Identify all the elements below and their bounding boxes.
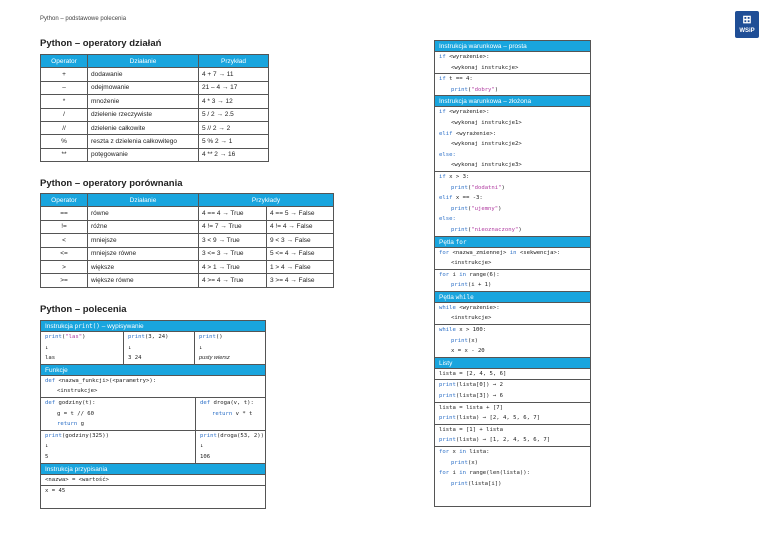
code-fn: print [451, 480, 468, 487]
code: x [449, 449, 460, 455]
code-str: "nieoznaczony" [471, 226, 519, 233]
table-row [41, 81, 269, 94]
code: range [465, 271, 487, 278]
code-fn: print [199, 334, 216, 340]
table-cell: == [41, 207, 88, 220]
col-header: Działanie [88, 194, 199, 207]
func-calls [41, 431, 265, 464]
ifelse-syntax [435, 107, 590, 172]
func-examples [41, 398, 265, 431]
code: <nazwa_zmiennej> [449, 249, 510, 256]
table-row [41, 207, 334, 220]
while-syntax [435, 303, 590, 325]
code-fn: print [451, 205, 468, 212]
code: t == 4: [445, 76, 473, 83]
table-cell: 5 % 2 → 1 [199, 135, 269, 148]
table-row [41, 247, 334, 260]
code: godziny(t): [55, 399, 96, 406]
col-header: Działanie [88, 55, 199, 68]
arrow-down-icon: ↓ [45, 344, 49, 351]
code-fn: print [451, 226, 468, 233]
func-call [196, 431, 265, 463]
book-icon: ⊞ [742, 14, 752, 26]
table-row [41, 68, 269, 81]
assign-header: Instrukcja przypisania [41, 464, 265, 475]
table-cell: != [41, 220, 88, 233]
code-kw: else: [439, 216, 456, 223]
code: (lista) → [2, 4, 5, 6, 7] [455, 415, 541, 422]
code-fn: print [439, 437, 456, 444]
code: x == -3: [452, 195, 483, 202]
code-str: "las" [65, 334, 83, 340]
code-kw: if [439, 109, 446, 116]
code-fn: print [451, 86, 468, 93]
functions-header: Funkcje [41, 365, 265, 376]
table-cell: 5 // 2 → 2 [199, 121, 269, 134]
code: <wyrażenie>: [455, 304, 500, 311]
code-fn: print [451, 459, 468, 466]
code-kw: in [459, 449, 466, 455]
table-row [41, 135, 269, 148]
code: <wykonaj instrukcje> [451, 64, 519, 71]
print-example [195, 332, 265, 364]
code: g [77, 421, 84, 428]
assign-syntax [41, 475, 265, 487]
col-header: Przykłady [199, 194, 334, 207]
code: lista = [1] + lista [439, 426, 503, 433]
code-fn: print [200, 432, 217, 439]
table-cell: 9 < 3 → False [267, 234, 334, 247]
col-header: Operator [41, 55, 88, 68]
table-cell: mniejsze [88, 234, 199, 247]
table-cell: potęgowanie [88, 148, 199, 161]
code-kw: while [439, 327, 456, 334]
table-cell: / [41, 108, 88, 121]
print-example [124, 332, 195, 364]
table-cell: // [41, 121, 88, 134]
func-call [41, 431, 196, 463]
code: (lista[0]) → 2 [455, 382, 503, 389]
table-cell: 3 <= 3 → True [199, 247, 267, 260]
commands-box [40, 320, 266, 509]
code-kw: if [439, 76, 446, 83]
col-header: Operator [41, 194, 88, 207]
table-cell: reszta z dzielenia całkowitego [88, 135, 199, 148]
arrow-down-icon: ↓ [199, 344, 203, 351]
table-cell: dodawanie [88, 68, 199, 81]
code: droga(v, t): [210, 399, 254, 406]
table-cell: różne [88, 220, 199, 233]
document-header: Python – podstawowe polecenia [40, 16, 127, 22]
while-example [435, 325, 590, 358]
while-header [435, 292, 590, 303]
code-kw: elif [439, 130, 453, 137]
code: <wykonaj instrukcje3> [451, 162, 522, 169]
code: ( [144, 334, 149, 340]
header-code: for [455, 238, 467, 246]
code-kw: return [212, 410, 233, 417]
code-kw: for [439, 470, 450, 477]
code: ( [61, 334, 66, 340]
code-kw: for [439, 249, 450, 256]
code: ) [165, 334, 169, 340]
table-cell: * [41, 95, 88, 108]
table-cell: 4 != 4 → False [267, 220, 334, 233]
print-header [41, 321, 265, 332]
code-fn: print [439, 415, 456, 422]
table-row [41, 220, 334, 233]
header-code: while [455, 293, 474, 301]
code-kw: else: [439, 151, 456, 158]
table-row [41, 148, 269, 161]
func-syntax [41, 376, 265, 398]
table-cell: 1 > 4 → False [267, 260, 334, 273]
table-cell: < [41, 234, 88, 247]
code: ) [219, 334, 223, 340]
code: (6): [486, 271, 500, 278]
table-cell: 4 >= 4 → True [199, 274, 267, 287]
table-cell: 4 > 1 → True [199, 260, 267, 273]
code: (i + 1) [467, 282, 492, 289]
arrow-down-icon: ↓ [45, 443, 49, 450]
arith-table [40, 54, 269, 162]
code: 3, 24 [148, 334, 166, 340]
code: <nazwa> = <wartość> [45, 476, 109, 483]
table-cell: 3 < 9 → True [199, 234, 267, 247]
table-cell: % [41, 135, 88, 148]
for-syntax [435, 248, 590, 270]
compare-title: Python – operatory porównania [40, 178, 183, 189]
logo-text: WSiP [739, 28, 755, 34]
code: range(len(lista)): [465, 470, 530, 477]
code: lista = [2, 4, 5, 6] [439, 370, 507, 377]
code: <wykonaj instrukcje2> [451, 141, 522, 148]
table-cell: 4 == 5 → False [267, 207, 334, 220]
code-kw: if [439, 173, 446, 180]
output: pusty wiersz [199, 355, 230, 362]
header-text: – wypisywanie [99, 323, 144, 330]
code-kw: in [459, 470, 466, 477]
code-fn: print [45, 334, 62, 340]
table-header-row [41, 194, 334, 207]
output: 5 [45, 453, 49, 460]
code-kw: for [439, 271, 450, 278]
code: <sekwencja>: [516, 249, 561, 256]
for-header [435, 237, 590, 248]
table-cell: > [41, 260, 88, 273]
code-kw: elif [439, 195, 453, 202]
arith-title: Python – operatory działań [40, 38, 162, 49]
wsip-logo [735, 11, 759, 38]
arrow-down-icon: ↓ [128, 344, 132, 351]
output: 106 [200, 453, 211, 460]
code-kw: return [57, 421, 78, 428]
code: (droga(53, 2)) [216, 432, 264, 439]
for-example [435, 270, 590, 292]
table-row [41, 274, 334, 287]
code-fn: print [451, 282, 468, 289]
lists-header: Listy [435, 358, 590, 369]
print-examples [41, 332, 265, 365]
code: lista = lista + [7] [439, 404, 503, 411]
table-row [41, 95, 269, 108]
list-index [435, 380, 590, 402]
arrow-down-icon: ↓ [200, 443, 204, 450]
code-str: "dodatni" [471, 184, 502, 191]
code: (lista) → [1, 2, 4, 5, 6, 7] [455, 437, 551, 444]
table-cell: ** [41, 148, 88, 161]
table-cell: mnożenie [88, 95, 199, 108]
table-cell: większe równe [88, 274, 199, 287]
code-fn: print [45, 432, 62, 439]
table-cell: 4 != 7 → True [199, 220, 267, 233]
code: <wyrażenie>: [445, 109, 490, 116]
table-row [41, 108, 269, 121]
code-fn: print [439, 382, 456, 389]
header-text: Instrukcja [45, 323, 75, 330]
list-prepend [435, 425, 590, 447]
table-cell: 3 >= 4 → False [267, 274, 334, 287]
code: i [449, 271, 460, 278]
list-loops [435, 447, 590, 489]
col-header: Przykład [199, 55, 269, 68]
table-header-row [41, 55, 269, 68]
table-cell: 4 + 7 → 11 [199, 68, 269, 81]
commands-title: Python – polecenia [40, 304, 127, 315]
table-cell: 5 / 2 → 2.5 [199, 108, 269, 121]
code-fn: print [439, 393, 456, 400]
table-row [41, 260, 334, 273]
code: <instrukcje> [57, 388, 98, 395]
code: (lista[3]) → 6 [455, 393, 503, 400]
table-cell: mniejsze równe [88, 247, 199, 260]
header-code: print() [74, 323, 100, 330]
code-kw: in [509, 249, 517, 256]
list-append [435, 403, 590, 425]
code: (lista[i]) [467, 480, 502, 487]
code-kw: in [459, 271, 466, 278]
table-cell: + [41, 68, 88, 81]
code-fn: print [451, 337, 468, 344]
code: x > 3: [445, 173, 470, 180]
code-kw: while [439, 304, 456, 311]
assign-example [41, 486, 265, 497]
code: ( [215, 334, 220, 340]
table-cell: odejmowanie [88, 81, 199, 94]
code: <instrukcje> [451, 260, 492, 267]
table-cell: <= [41, 247, 88, 260]
code-fn: print [451, 184, 468, 191]
print-example [41, 332, 124, 364]
code: <wyrażenie>: [452, 130, 497, 137]
table-cell: 5 <= 4 → False [267, 247, 334, 260]
code: v * t [232, 410, 253, 417]
code: <wyrażenie>: [445, 54, 490, 60]
if-example: if t == 4: print("dobry") [435, 74, 590, 96]
ifelse-header: Instrukcja warunkowa – złożona [435, 96, 590, 107]
code-kw: for [439, 449, 450, 455]
code: <instrukcje> [451, 315, 492, 322]
code-kw: def [45, 399, 56, 406]
list-def [435, 369, 590, 381]
code: ) [82, 334, 86, 340]
table-cell: >= [41, 274, 88, 287]
header-text: Pętla [439, 238, 456, 246]
code: i [449, 470, 460, 477]
right-panel [434, 40, 591, 507]
code: x = 45 [45, 488, 66, 495]
table-cell: – [41, 81, 88, 94]
code: (godziny(325)) [61, 432, 109, 439]
output: las [45, 355, 56, 362]
code-kw: def [45, 377, 56, 384]
code-fn: print [128, 334, 145, 340]
table-cell: dzielenie rzeczywiste [88, 108, 199, 121]
code: x = x - 20 [451, 348, 485, 355]
code: <nazwa_funkcji>(<parametry>): [55, 377, 157, 384]
code: x > 100: [455, 327, 487, 334]
code-str: "ujemny" [471, 205, 499, 212]
compare-table [40, 193, 334, 288]
ifelse-example: if x > 3: print("dodatni") elif x == -3: print("ujemny") else: print("nieoznaczony") [435, 172, 590, 237]
code: (x) [467, 459, 478, 466]
table-cell: 21 – 4 → 17 [199, 81, 269, 94]
header-text: Pętla [439, 293, 456, 301]
code-str: "dobry" [471, 86, 495, 93]
table-row [41, 234, 334, 247]
code: (x) [467, 337, 478, 344]
output: 3 24 [128, 355, 142, 362]
if-header: Instrukcja warunkowa – prosta [435, 41, 590, 52]
table-cell: 4 * 3 → 12 [199, 95, 269, 108]
table-cell: dzielenie całkowite [88, 121, 199, 134]
func-example [41, 398, 196, 430]
table-cell: 4 ** 2 → 16 [199, 148, 269, 161]
code: <wykonaj instrukcje1> [451, 119, 522, 126]
table-row [41, 121, 269, 134]
code-kw: if [439, 54, 446, 60]
table-cell: równe [88, 207, 199, 220]
if-syntax [435, 52, 590, 74]
code: g = t // 60 [57, 410, 95, 417]
table-cell: większe [88, 260, 199, 273]
table-cell: 4 == 4 → True [199, 207, 267, 220]
code-kw: def [200, 399, 211, 406]
code: lista: [465, 449, 490, 455]
func-example [196, 398, 265, 430]
